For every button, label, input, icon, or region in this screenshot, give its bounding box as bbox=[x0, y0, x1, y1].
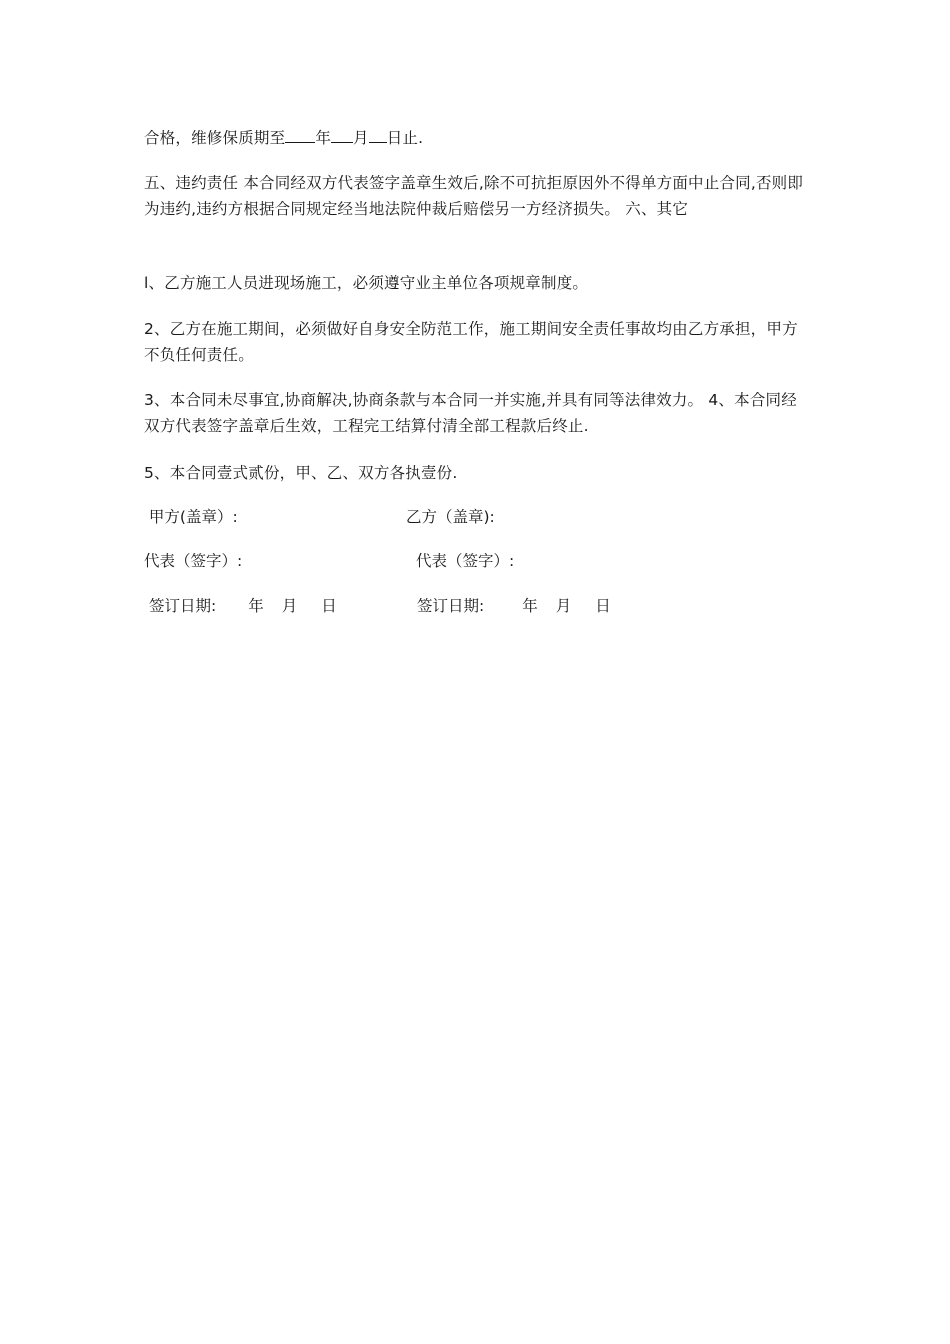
sign-date-year: 年 bbox=[248, 597, 264, 615]
blank-day bbox=[369, 127, 387, 143]
clause-1: l、乙方施工人员进现场施工，必须遵守业主单位各项规章制度。 bbox=[144, 274, 589, 292]
sign-date-day: 日 bbox=[595, 597, 611, 615]
clause-5: 5、本合同壹式贰份，甲、乙、双方各执壹份. bbox=[144, 464, 458, 482]
party-a-sign-date bbox=[149, 593, 337, 619]
sign-date-label: 签订日期: bbox=[417, 597, 485, 615]
blank-month bbox=[331, 127, 353, 143]
sign-date-month: 月 bbox=[281, 597, 298, 615]
warranty-day: 日止. bbox=[386, 129, 424, 147]
blank-year bbox=[285, 127, 315, 143]
sign-date-year: 年 bbox=[522, 597, 538, 615]
breach-paragraph: 五、违约责任 本合同经双方代表签字盖章生效后,除不可抗拒原因外不得单方面中止合同,否则即为违约,违约方根据合同规定经当地法院仲裁后赔偿另一方经济损失。 六、其它 bbox=[144, 174, 804, 218]
party-a-representative: 代表（签字）: bbox=[144, 552, 243, 570]
warranty-month: 月 bbox=[353, 129, 369, 147]
warranty-line bbox=[144, 125, 810, 151]
sign-date-month: 月 bbox=[555, 597, 572, 615]
sign-date-label: 签订日期: bbox=[149, 597, 217, 615]
warranty-year: 年 bbox=[315, 129, 332, 147]
party-b-sign-date bbox=[417, 593, 611, 619]
warranty-text: 合格，维修保质期至 bbox=[144, 129, 286, 147]
party-a-seal: 甲方(盖章）: bbox=[144, 508, 238, 526]
clause-3-4: 3、本合同未尽事宜,协商解决,协商条款与本合同一并实施,并具有同等法律效力。 4、本合同经双方代表签字盖章后生效，工程完工结算付清全部工程款后终止. bbox=[144, 391, 797, 435]
party-b-seal: 乙方（盖章): bbox=[406, 508, 495, 526]
party-b-representative: 代表（签字）: bbox=[416, 552, 515, 570]
clause-2: 2、乙方在施工期间，必须做好自身安全防范工作，施工期间安全责任事故均由乙方承担，甲方不负任何责任。 bbox=[144, 320, 798, 364]
sign-date-day: 日 bbox=[321, 597, 337, 615]
